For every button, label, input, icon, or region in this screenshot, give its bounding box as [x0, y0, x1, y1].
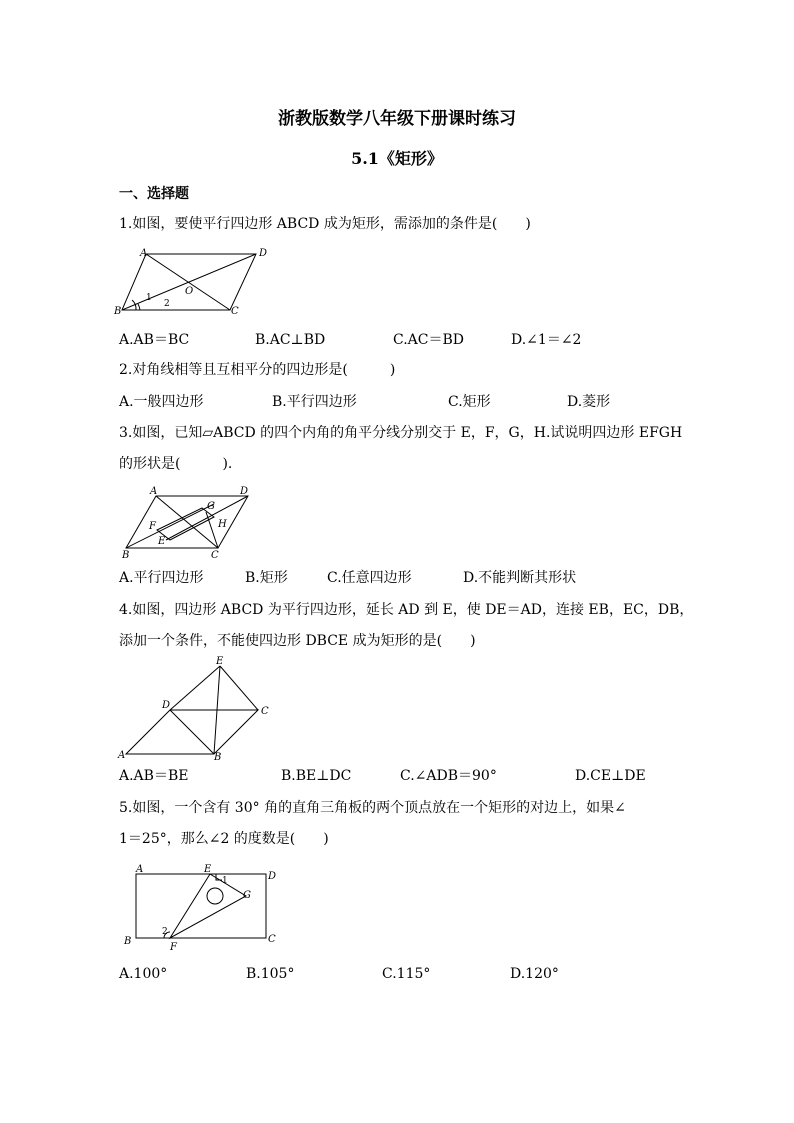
q5-label-2: 2 — [162, 927, 168, 937]
q4-label-d: D — [162, 700, 171, 711]
q1-label-1: 1 — [146, 293, 152, 303]
q4-option-b[interactable]: B.BE⊥DC — [281, 768, 352, 784]
q3-option-a[interactable]: A.平行四边形 — [119, 570, 204, 586]
q5-label-c: C — [268, 934, 276, 945]
q2-option-d[interactable]: D.菱形 — [567, 394, 611, 410]
q5-option-b[interactable]: B.105° — [246, 966, 295, 982]
q1-label-2: 2 — [164, 299, 170, 309]
q1-label-o: O — [185, 286, 194, 297]
q5-label-a: A — [136, 864, 144, 875]
q5-label-f: F — [170, 942, 177, 953]
q3-label-a: A — [150, 486, 158, 497]
q5-label-b: B — [124, 936, 132, 947]
q5-stem-line1: 5.如图，一个含有 30° 角的直角三角板的两个顶点放在一个矩形的对边上，如果∠ — [119, 800, 626, 816]
q3-figure — [118, 484, 258, 560]
q4-option-c[interactable]: C.∠ADB＝90° — [400, 768, 497, 784]
q4-option-d[interactable]: D.CE⊥DE — [575, 768, 646, 784]
q3-label-d: D — [240, 486, 249, 497]
q4-label-b: B — [214, 752, 222, 763]
q4-option-a[interactable]: A.AB＝BE — [119, 768, 189, 784]
q3-stem-line1: 3.如图，已知▱ABCD 的四个内角的角平分线分别交于 E，F，G，H.试说明四边形 EFGH — [119, 425, 683, 441]
q5-label-d: D — [268, 871, 277, 882]
q3-option-c[interactable]: C.任意四边形 — [327, 570, 412, 586]
q5-rectangle — [136, 874, 266, 938]
q4-label-a: A — [118, 750, 126, 761]
q5-figure — [118, 858, 288, 956]
q2-option-c[interactable]: C.矩形 — [448, 394, 491, 410]
q3-quad-efgh — [157, 508, 214, 540]
q5-option-a[interactable]: A.100° — [119, 966, 168, 982]
q3-label-h: H — [218, 519, 227, 530]
q3-option-b[interactable]: B.矩形 — [245, 570, 288, 586]
q1-angle2-arc — [138, 304, 140, 310]
q2-stem: 2.对角线相等且互相平分的四边形是( ) — [119, 362, 396, 378]
q4-label-c: C — [261, 706, 269, 717]
q1-option-a[interactable]: A.AB＝BC — [119, 332, 190, 348]
q1-label-c: C — [231, 306, 239, 317]
q3-label-g: G — [207, 501, 215, 512]
q1-stem: 1.如图，要使平行四边形 ABCD 成为矩形，需添加的条件是( ) — [119, 216, 531, 232]
q1-figure — [114, 244, 268, 318]
q4-stem-line2: 添加一个条件，不能使四边形 DBCE 成为矩形的是( ) — [119, 633, 476, 649]
q3-label-b: B — [122, 550, 130, 561]
q4-line-ec — [220, 666, 258, 710]
q3-option-d[interactable]: D.不能判断其形状 — [463, 570, 577, 586]
section-heading: 一、选择题 — [119, 186, 189, 202]
q1-label-a: A — [140, 248, 148, 259]
q4-label-e: E — [216, 656, 224, 667]
q1-option-c[interactable]: C.AC＝BD — [393, 332, 464, 348]
q5-stem-line2: 1＝25°，那么∠2 的度数是( ) — [119, 831, 329, 847]
q3-label-f: F — [149, 521, 156, 532]
q5-option-c[interactable]: C.115° — [382, 966, 431, 982]
q5-label-g: G — [243, 890, 251, 901]
q5-triangle-plate — [170, 874, 246, 938]
q2-option-a[interactable]: A.一般四边形 — [119, 394, 204, 410]
q5-label-e: E — [204, 864, 212, 875]
q4-line-db — [170, 710, 214, 754]
q5-label-1: 1 — [222, 876, 228, 886]
q5-plate-hole — [207, 888, 223, 904]
q1-label-b: B — [114, 306, 122, 317]
q1-option-b[interactable]: B.AC⊥BD — [255, 332, 326, 348]
q2-option-b[interactable]: B.平行四边形 — [272, 394, 357, 410]
q4-stem-line1: 4.如图，四边形 ABCD 为平行四边形，延长 AD 到 E，使 DE＝AD，连接 EB，EC，DB， — [119, 602, 694, 618]
doc-title: 浙教版数学八年级下册课时练习 — [278, 109, 516, 129]
q1-option-d[interactable]: D.∠1＝∠2 — [511, 332, 582, 348]
q1-label-d: D — [259, 248, 268, 259]
q4-line-de — [170, 666, 220, 710]
q3-stem-line2: 的形状是( ). — [119, 456, 233, 472]
doc-subtitle: 5.1《矩形》 — [351, 149, 443, 168]
q4-figure — [118, 656, 278, 762]
q3-label-c: C — [211, 550, 219, 561]
q5-option-d[interactable]: D.120° — [510, 966, 559, 982]
q3-label-e: E — [158, 536, 166, 547]
